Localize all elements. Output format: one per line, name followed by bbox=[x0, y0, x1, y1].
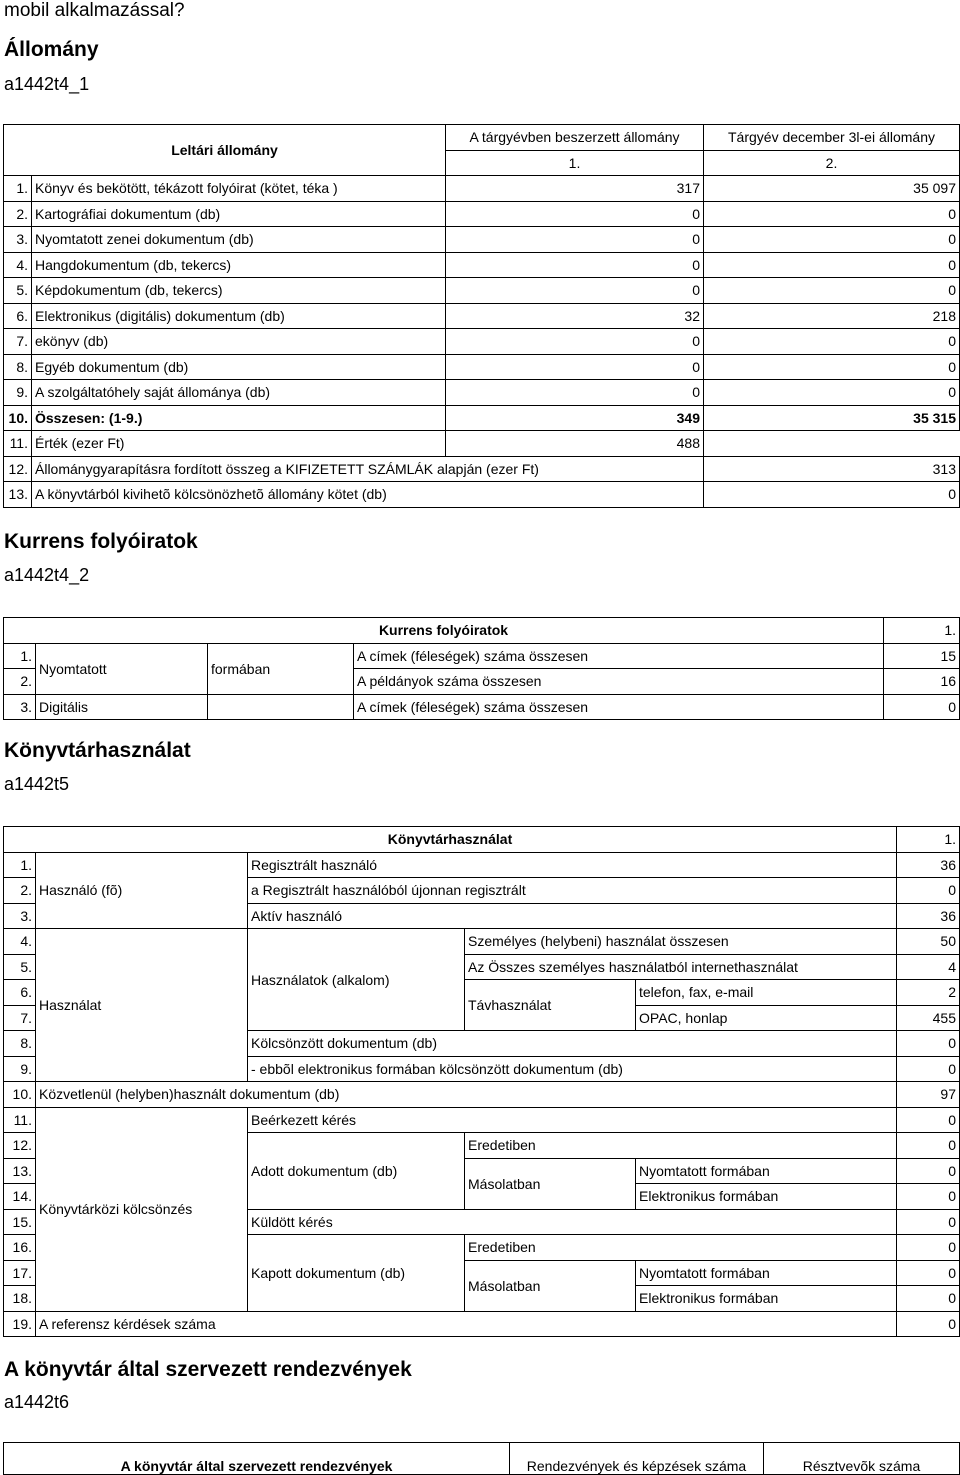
table-cell: 35 315 bbox=[704, 405, 960, 431]
kolcsonzes-group: Könyvtárközi kölcsönzés bbox=[36, 1107, 248, 1311]
table-cell: 0 bbox=[897, 1133, 960, 1159]
table-cell: 7. bbox=[4, 329, 32, 355]
table-cell: 11. bbox=[4, 431, 32, 457]
table-cell: 0 bbox=[704, 227, 960, 253]
table-row bbox=[4, 694, 960, 720]
table-cell: Közvetlenül (helyben)használt dokumentum (db) bbox=[36, 1082, 897, 1108]
header-col2: Tárgyév december 3l-ei állomány bbox=[704, 125, 960, 151]
table-row bbox=[4, 1107, 960, 1133]
formaban-label: formában bbox=[208, 643, 354, 694]
table-cell: 0 bbox=[897, 1107, 960, 1133]
table-cell: 0 bbox=[446, 252, 704, 278]
table-cell: 19. bbox=[4, 1311, 36, 1337]
table-cell: 13. bbox=[4, 482, 32, 508]
table-cell: 15 bbox=[884, 643, 960, 669]
table-row bbox=[4, 278, 960, 304]
table-cell: 10. bbox=[4, 1082, 36, 1108]
table-cell: 3. bbox=[4, 903, 36, 929]
masolatban-kapott: Másolatban bbox=[465, 1260, 636, 1311]
table-row bbox=[4, 380, 960, 406]
table-cell: A címek (féleségek) száma összesen bbox=[354, 643, 884, 669]
table-row-total bbox=[4, 405, 960, 431]
table-row bbox=[4, 643, 960, 669]
table-cell: 0 bbox=[704, 482, 960, 508]
rendezvenyek-header-label: A könyvtár által szervezett rendezvények bbox=[4, 1443, 510, 1475]
kapott-group: Kapott dokumentum (db) bbox=[248, 1235, 465, 1312]
header-num2: 2. bbox=[704, 150, 960, 176]
table-cell bbox=[208, 694, 354, 720]
masolatban-adott: Másolatban bbox=[465, 1158, 636, 1209]
table-cell: Nyomtatott formában bbox=[636, 1260, 897, 1286]
table-row bbox=[4, 354, 960, 380]
table-cell: 7. bbox=[4, 1005, 36, 1031]
table-row bbox=[4, 1082, 960, 1108]
header-label: Leltári állomány bbox=[4, 125, 446, 176]
table-cell: Regisztrált használó bbox=[248, 852, 897, 878]
table-cell: 0 bbox=[704, 201, 960, 227]
table-cell: Összesen: (1-9.) bbox=[32, 405, 446, 431]
table-cell: Kartográfiai dokumentum (db) bbox=[32, 201, 446, 227]
table-cell: 0 bbox=[897, 878, 960, 904]
table-cell: 9. bbox=[4, 1056, 36, 1082]
table-cell: 97 bbox=[897, 1082, 960, 1108]
table-cell: A könyvtárból kivihetõ kölcsönözhetõ állomány kötet (db) bbox=[32, 482, 704, 508]
kurrens-header-num: 1. bbox=[884, 618, 960, 644]
table-cell: 1. bbox=[4, 643, 36, 669]
table-cell: Az Összes személyes használatból internethasználat bbox=[465, 954, 897, 980]
table-cell: 313 bbox=[704, 456, 960, 482]
table-cell: 18. bbox=[4, 1286, 36, 1312]
table-cell: 17. bbox=[4, 1260, 36, 1286]
table-cell: 3. bbox=[4, 227, 32, 253]
table-cell: 2 bbox=[897, 980, 960, 1006]
table-row bbox=[4, 252, 960, 278]
hasznalo-group: Használó (fõ) bbox=[36, 852, 248, 929]
table-cell: 0 bbox=[897, 1260, 960, 1286]
table-cell: 9. bbox=[4, 380, 32, 406]
table-cell: 4 bbox=[897, 954, 960, 980]
section-title-rendezvenyek: A könyvtár által szervezett rendezvények bbox=[4, 1358, 412, 1381]
table-cell: 0 bbox=[897, 1311, 960, 1337]
table-cell: Küldött kérés bbox=[248, 1209, 897, 1235]
table-cell: 8. bbox=[4, 354, 32, 380]
table-code-kurrens: a1442t4_2 bbox=[4, 565, 90, 585]
table-cell: 3. bbox=[4, 694, 36, 720]
table-cell: Aktív használó bbox=[248, 903, 897, 929]
table-cell: 35 097 bbox=[704, 176, 960, 202]
table-cell: 0 bbox=[446, 354, 704, 380]
table-cell: 0 bbox=[897, 1209, 960, 1235]
table-cell: 0 bbox=[446, 380, 704, 406]
table-cell: 10. bbox=[4, 405, 32, 431]
table-cell: 12. bbox=[4, 456, 32, 482]
table-cell: 0 bbox=[897, 1158, 960, 1184]
table-row bbox=[4, 176, 960, 202]
table-cell: Állománygyarapításra fordított összeg a KIFIZETETT SZÁMLÁK alapján (ezer Ft) bbox=[32, 456, 704, 482]
table-cell: A címek (féleségek) száma összesen bbox=[354, 694, 884, 720]
table-cell: 32 bbox=[446, 303, 704, 329]
table-cell: 11. bbox=[4, 1107, 36, 1133]
header-col1: A tárgyévben beszerzett állomány bbox=[446, 125, 704, 151]
table-row bbox=[4, 431, 960, 457]
table-cell: 14. bbox=[4, 1184, 36, 1210]
table-cell: 0 bbox=[897, 1184, 960, 1210]
intro-text: mobil alkalmazással? bbox=[4, 0, 185, 21]
table-cell: 0 bbox=[446, 278, 704, 304]
table-cell: 50 bbox=[897, 929, 960, 955]
header-num1: 1. bbox=[446, 150, 704, 176]
table-cell: 13. bbox=[4, 1158, 36, 1184]
table-cell: 488 bbox=[446, 431, 704, 457]
table-cell: 0 bbox=[446, 227, 704, 253]
table-cell: 6. bbox=[4, 303, 32, 329]
table-cell: 0 bbox=[704, 354, 960, 380]
table-cell: Elektronikus formában bbox=[636, 1184, 897, 1210]
table-cell: 36 bbox=[897, 903, 960, 929]
table-cell: 2. bbox=[4, 201, 32, 227]
hasznalat-table bbox=[3, 826, 960, 1337]
table-cell: Eredetiben bbox=[465, 1235, 897, 1261]
alkalom-group: Használatok (alkalom) bbox=[248, 929, 465, 1031]
table-row bbox=[4, 227, 960, 253]
table-cell: 0 bbox=[704, 252, 960, 278]
kurrens-table bbox=[3, 617, 960, 720]
table-row bbox=[4, 329, 960, 355]
table-cell: Könyv és bekötött, tékázott folyóirat (kötet, téka ) bbox=[32, 176, 446, 202]
table-cell: Érték (ezer Ft) bbox=[32, 431, 446, 457]
table-cell: ekönyv (db) bbox=[32, 329, 446, 355]
table-cell: Elektronikus (digitális) dokumentum (db) bbox=[32, 303, 446, 329]
table-cell: Eredetiben bbox=[465, 1133, 897, 1159]
table-cell: 0 bbox=[704, 380, 960, 406]
table-cell: Nyomtatott formában bbox=[636, 1158, 897, 1184]
table-cell: Elektronikus formában bbox=[636, 1286, 897, 1312]
table-cell: 0 bbox=[897, 1235, 960, 1261]
digitalis-label: Digitális bbox=[36, 694, 208, 720]
table-cell: 0 bbox=[897, 1031, 960, 1057]
table-cell: 4. bbox=[4, 929, 36, 955]
table-cell: 317 bbox=[446, 176, 704, 202]
table-cell: Egyéb dokumentum (db) bbox=[32, 354, 446, 380]
kurrens-header-label: Kurrens folyóiratok bbox=[4, 618, 884, 644]
table-cell bbox=[704, 431, 960, 457]
table-cell: 15. bbox=[4, 1209, 36, 1235]
table-cell: 2. bbox=[4, 669, 36, 695]
table-row bbox=[4, 201, 960, 227]
table-cell: A példányok száma összesen bbox=[354, 669, 884, 695]
allomany-table bbox=[3, 124, 960, 508]
table-cell: 349 bbox=[446, 405, 704, 431]
table-cell: 12. bbox=[4, 1133, 36, 1159]
table-cell: Beérkezett kérés bbox=[248, 1107, 897, 1133]
table-cell: 0 bbox=[704, 278, 960, 304]
table-cell: 6. bbox=[4, 980, 36, 1006]
table-cell: 16. bbox=[4, 1235, 36, 1261]
table-row bbox=[4, 1311, 960, 1337]
hasznalat-header-label: Könyvtárhasználat bbox=[4, 827, 897, 853]
section-title-kurrens: Kurrens folyóiratok bbox=[4, 530, 198, 553]
table-cell: 4. bbox=[4, 252, 32, 278]
table-cell: 16 bbox=[884, 669, 960, 695]
table-cell: - ebbõl elektronikus formában kölcsönzött dokumentum (db) bbox=[248, 1056, 897, 1082]
table-cell: 0 bbox=[884, 694, 960, 720]
table-cell: 218 bbox=[704, 303, 960, 329]
table-cell: Hangdokumentum (db, tekercs) bbox=[32, 252, 446, 278]
table-cell: A szolgáltatóhely saját állománya (db) bbox=[32, 380, 446, 406]
table-cell: 0 bbox=[897, 1056, 960, 1082]
rendezvenyek-header-col1: Rendezvények és képzések száma bbox=[510, 1443, 764, 1475]
table-cell: Képdokumentum (db, tekercs) bbox=[32, 278, 446, 304]
nyomtatott-label: Nyomtatott bbox=[36, 643, 208, 694]
table-cell: 0 bbox=[704, 329, 960, 355]
section-title-hasznalat: Könyvtárhasználat bbox=[4, 739, 191, 762]
table-cell: a Regisztrált használóból újonnan regisztrált bbox=[248, 878, 897, 904]
tavhasznalat-group: Távhasználat bbox=[465, 980, 636, 1031]
table-cell: OPAC, honlap bbox=[636, 1005, 897, 1031]
table-cell: 0 bbox=[446, 201, 704, 227]
table-cell: 0 bbox=[897, 1286, 960, 1312]
section-title-allomany: Állomány bbox=[4, 38, 99, 61]
table-cell: telefon, fax, e-mail bbox=[636, 980, 897, 1006]
rendezvenyek-table bbox=[3, 1442, 960, 1475]
hasznalat-header-num: 1. bbox=[897, 827, 960, 853]
table-cell: 1. bbox=[4, 852, 36, 878]
table-code-allomany: a1442t4_1 bbox=[4, 74, 90, 94]
adott-group: Adott dokumentum (db) bbox=[248, 1133, 465, 1210]
table-code-rendezvenyek: a1442t6 bbox=[4, 1392, 70, 1412]
table-cell: A referensz kérdések száma bbox=[36, 1311, 897, 1337]
table-cell: 5. bbox=[4, 954, 36, 980]
table-row bbox=[4, 929, 960, 955]
table-cell: 1. bbox=[4, 176, 32, 202]
table-cell: 455 bbox=[897, 1005, 960, 1031]
table-cell: 0 bbox=[446, 329, 704, 355]
table-cell: 2. bbox=[4, 878, 36, 904]
table-code-hasznalat: a1442t5 bbox=[4, 774, 70, 794]
table-cell: Nyomtatott zenei dokumentum (db) bbox=[32, 227, 446, 253]
table-cell: Személyes (helybeni) használat összesen bbox=[465, 929, 897, 955]
table-row bbox=[4, 303, 960, 329]
table-row bbox=[4, 482, 960, 508]
table-row bbox=[4, 456, 960, 482]
table-cell: 8. bbox=[4, 1031, 36, 1057]
table-row bbox=[4, 852, 960, 878]
hasznalat-group: Használat bbox=[36, 929, 248, 1082]
table-cell: 36 bbox=[897, 852, 960, 878]
table-cell: Kölcsönzött dokumentum (db) bbox=[248, 1031, 897, 1057]
rendezvenyek-header-col2: Résztvevõk száma bbox=[764, 1443, 960, 1475]
table-cell: 5. bbox=[4, 278, 32, 304]
